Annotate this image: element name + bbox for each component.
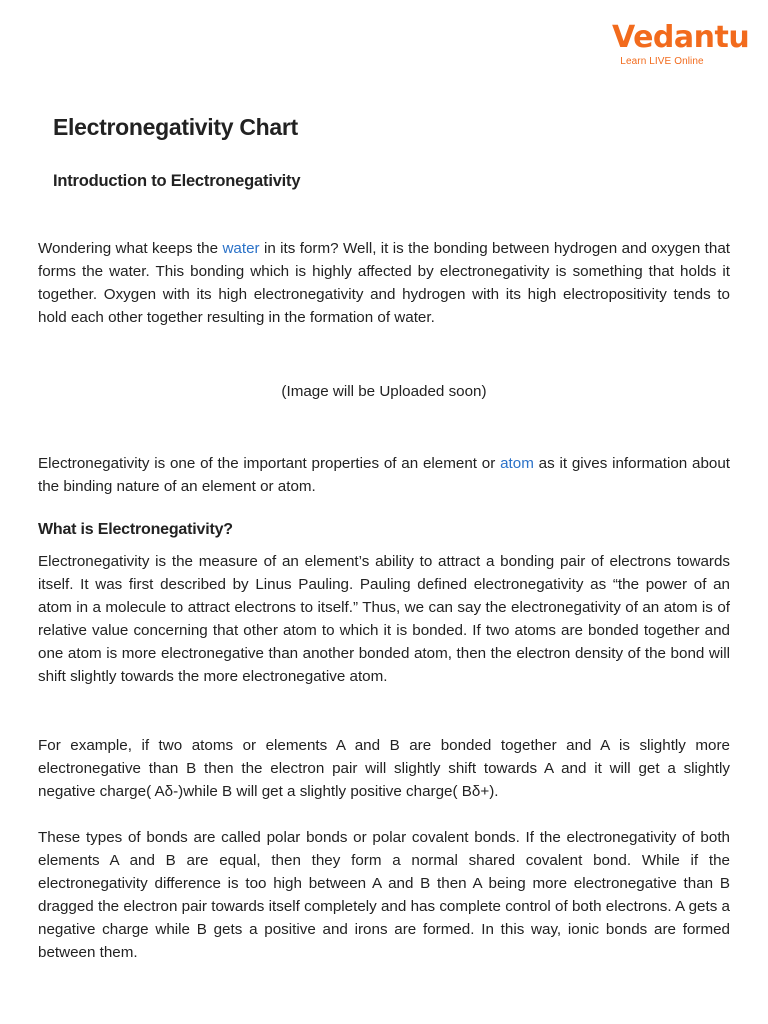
intro-heading: Introduction to Electronegativity	[53, 172, 301, 190]
vedantu-logo[interactable]	[612, 20, 750, 67]
intro-text-before: Wondering what keeps the	[38, 240, 223, 257]
intro-paragraph	[38, 237, 730, 329]
logo-tagline: Learn LIVE Online	[620, 56, 704, 67]
bond-types-paragraph: These types of bonds are called polar bonds or polar covalent bonds. If the electronegativity of both elements A and B are equal, then they form a normal shared covalent bond. While if the electronegativity difference is too high between A and B then A being more electronegative than B dragged the electron pair towards itself completely and has complete control of both electrons. A gets a negative charge while B gets a positive and irons are formed. In this way, ionic bonds are formed between them.	[38, 829, 730, 961]
definition-heading: What is Electronegativity?	[38, 521, 233, 538]
water-link[interactable]: water	[222, 240, 260, 257]
image-placeholder: (Image will be Uploaded soon)	[281, 383, 487, 400]
atom-link[interactable]: atom	[500, 455, 534, 472]
intro-text-after: in its form? Well, it is the bonding between hydrogen and oxygen that forms the water. This bonding which is highly affected by electronegativity is something that holds it together. Oxygen with its high electronegativity and hydrogen with its high electropositivity tends to hold each other together resulting in the formation of water.	[38, 240, 730, 326]
properties-text-after: as it gives information about the binding nature of an element or atom.	[38, 455, 731, 495]
example-paragraph: For example, if two atoms or elements A and B are bonded together and A is slightly more electronegative than B then the electron pair will slightly shift towards A and it will get a slightly negative charge( Aδ-)while B will get a slightly positive charge( Bδ+).	[38, 737, 730, 800]
properties-paragraph	[38, 452, 730, 498]
properties-text-before: Electronegativity is one of the important properties of an element or	[38, 455, 501, 472]
definition-paragraph: Electronegativity is the measure of an element’s ability to attract a bonding pair of electrons towards itself. It was first described by Linus Pauling. Pauling defined electronegativity as “the power of an atom in a molecule to attract electrons to itself.” Thus, we can say the electronegativity of an atom is of relative value concerning that other atom to which it is bonded. If two atoms are bonded together and one atom is more electronegative than another bonded atom, then the electron density of the bond will shift slightly towards the more electronegative atom.	[38, 553, 730, 685]
logo-wordmark: Vedantu	[612, 20, 750, 55]
page-title: Electronegativity Chart	[53, 114, 298, 140]
